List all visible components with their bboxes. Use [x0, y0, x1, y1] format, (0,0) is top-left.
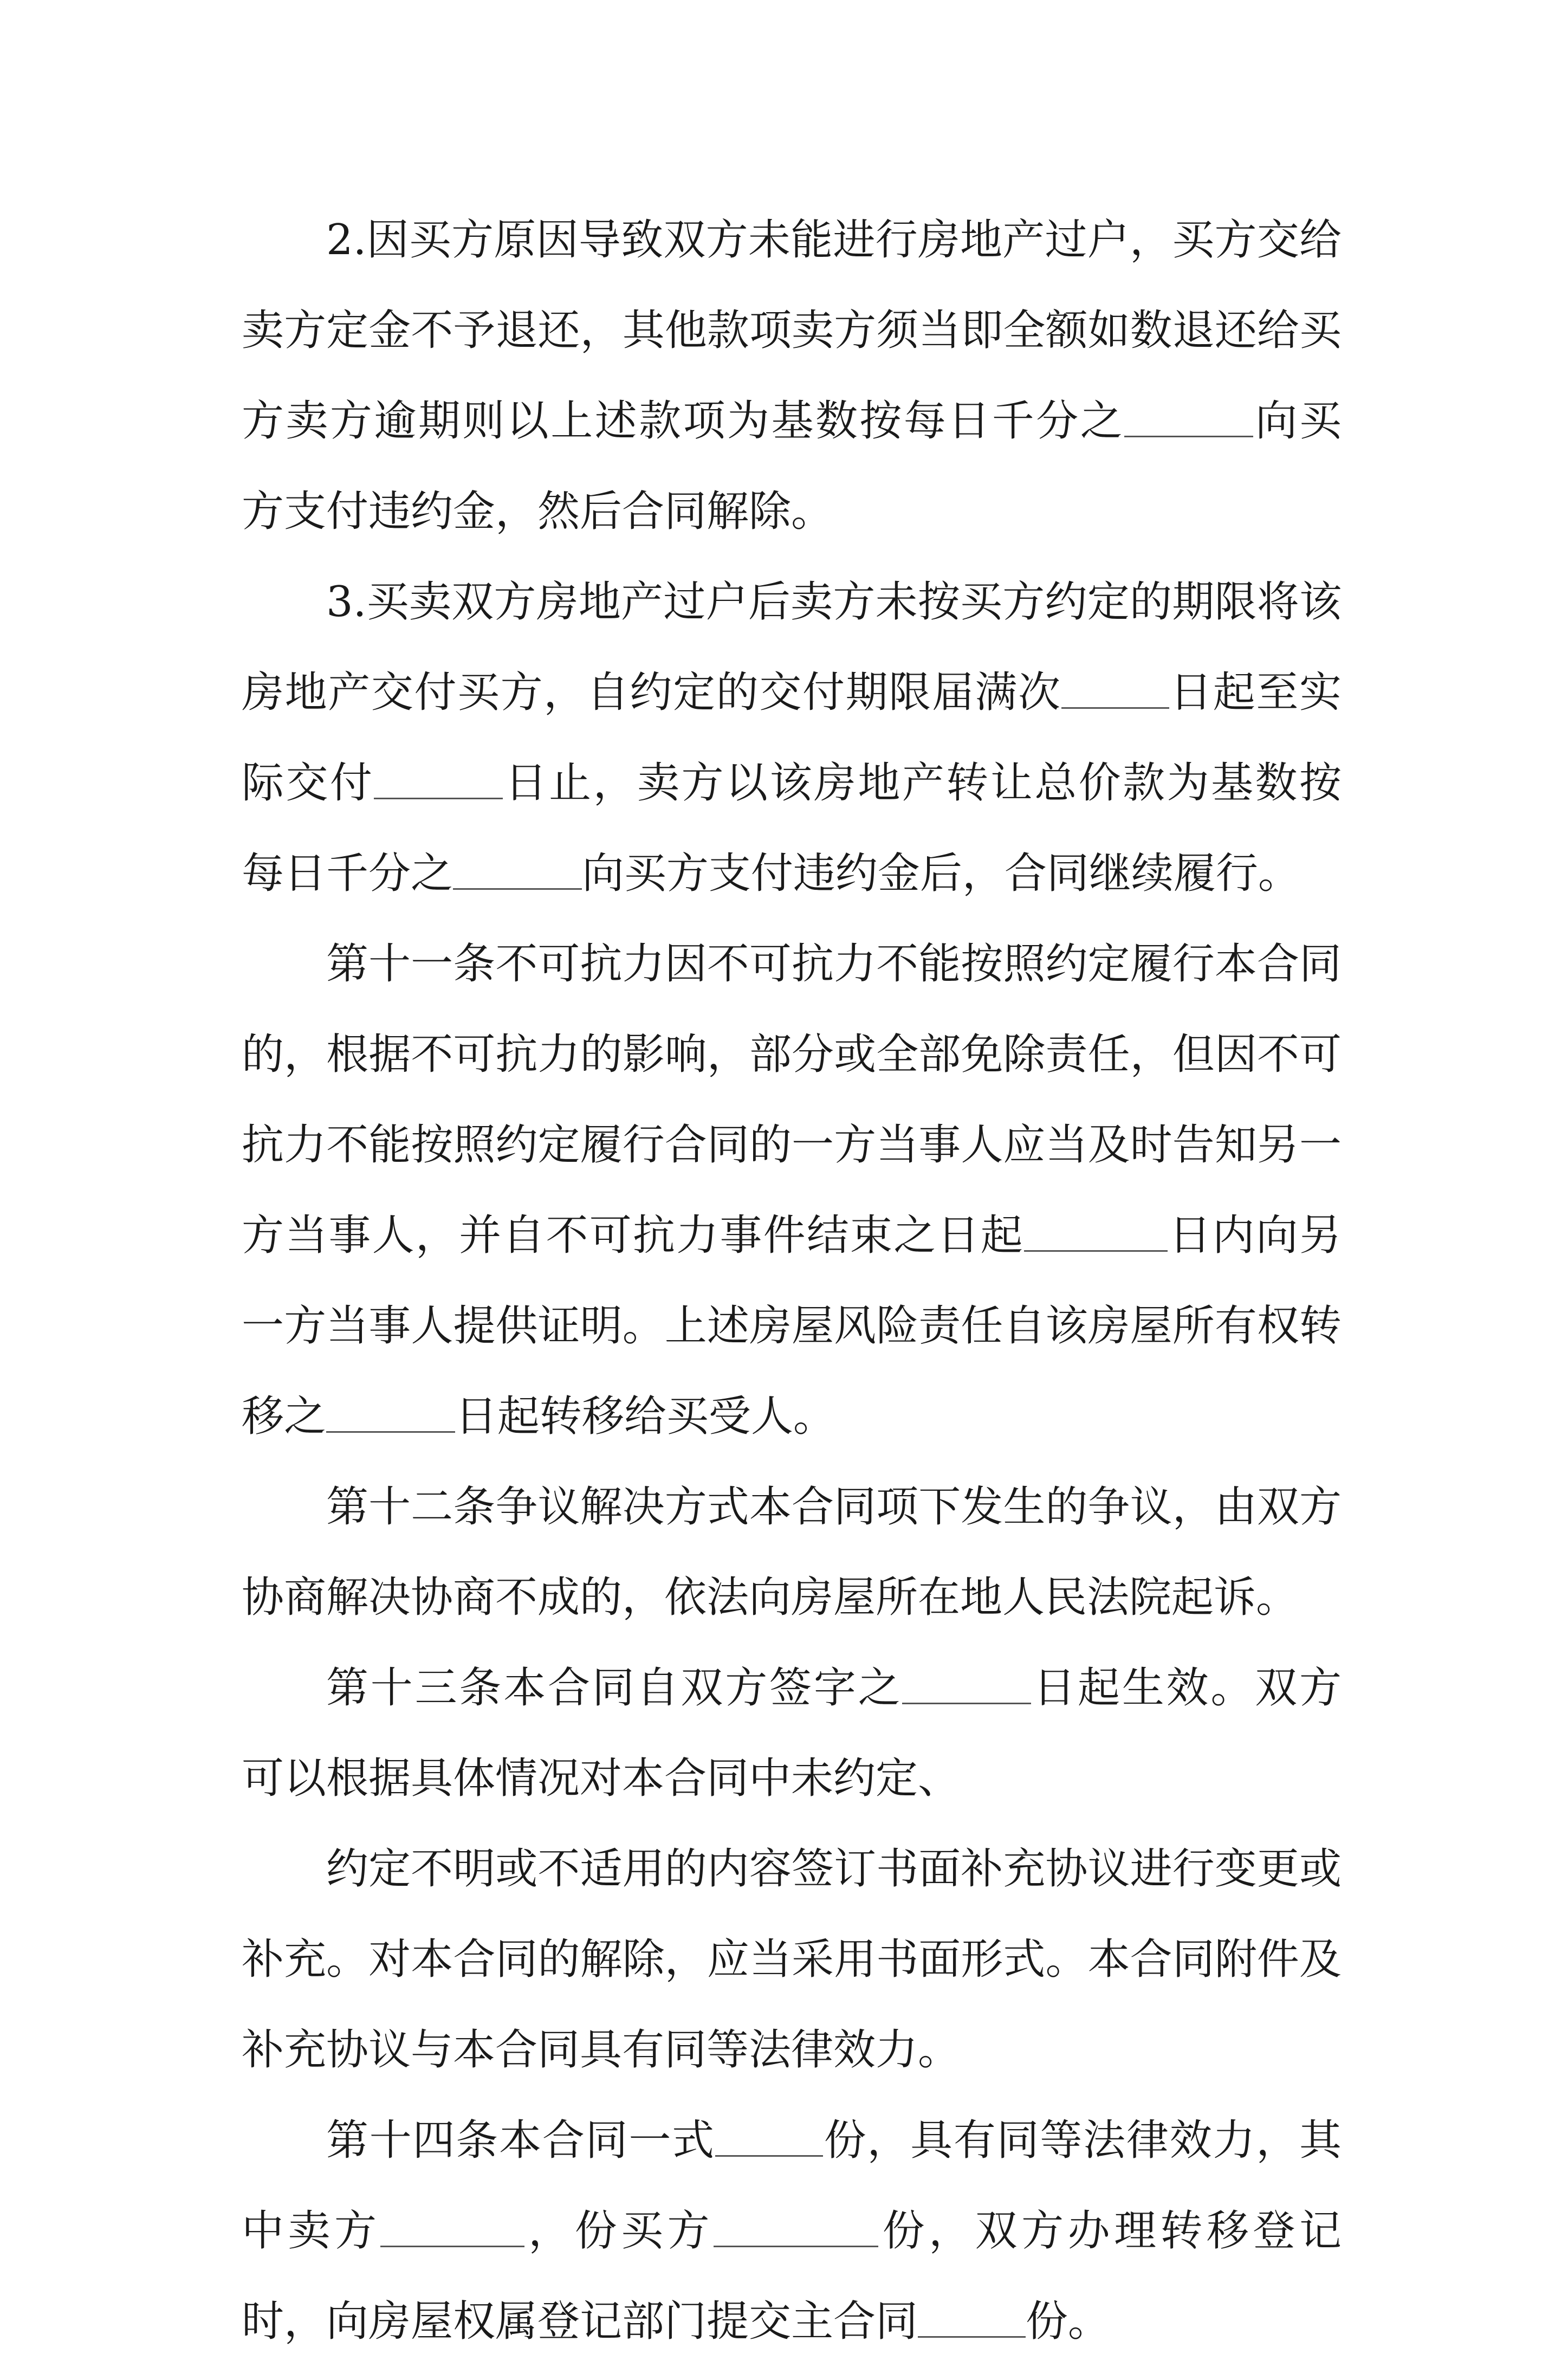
- paragraph-5: [242, 1643, 1342, 1824]
- paragraph-5-text-1: 第十三条本合同自双方签字之: [326, 1664, 903, 1712]
- paragraph-7-text-1: 第十四条本合同一式: [326, 2116, 715, 2165]
- paragraph-3-text-3: 日起转移给买受人。: [455, 1392, 835, 1441]
- document-page: [242, 195, 1342, 2367]
- fill-in-blank: [453, 850, 582, 890]
- fill-in-blank: [1124, 398, 1253, 437]
- fill-in-blank: [1061, 669, 1169, 709]
- paragraph-6: [242, 1824, 1342, 2096]
- fill-in-blank: [918, 2298, 1026, 2338]
- paragraph-2-text-4: 向买方支付违约金后，合同继续履行。: [581, 849, 1300, 898]
- paragraph-7-text-5: 份。: [1025, 2297, 1110, 2346]
- paragraph-7-text-4: 份，双方办理转移登记时，向房屋权属登记部门提交主合同: [242, 2207, 1342, 2346]
- paragraph-1-text-2: 向买方支付违约金，然后合同解除。: [242, 397, 1342, 536]
- fill-in-blank: [326, 1393, 455, 1433]
- paragraph-7-text-2: 份，具有同等法律效力，其中卖方: [242, 2116, 1342, 2255]
- paragraph-3: [242, 919, 1342, 1462]
- paragraph-2-text-3: 日止，卖方以该房地产转让总价款为基数按每日千分之: [242, 759, 1342, 898]
- fill-in-blank: [714, 2208, 878, 2247]
- paragraph-5-text-2: 日起生效。双方可以根据具体情况对本合同中未约定、: [242, 1664, 1342, 1803]
- paragraph-1-text-1: 2.因买方原因导致双方未能进行房地产过户，买方交给卖方定金不予退还，其他款项卖方须当即全额如数退还给买方卖方逾期则以上述款项为基数按每日千分之: [242, 216, 1342, 445]
- fill-in-blank: [902, 1665, 1031, 1704]
- fill-in-blank: [380, 2208, 524, 2247]
- paragraph-1: [242, 195, 1342, 557]
- paragraph-2: [242, 557, 1342, 919]
- fill-in-blank: [715, 2117, 823, 2157]
- paragraph-2-text-2: 日起至实际交付: [242, 668, 1342, 807]
- paragraph-7-text-3: ，份买方: [524, 2207, 714, 2255]
- paragraph-4-text-1: 第十二条争议解决方式本合同项下发生的争议，由双方协商解决协商不成的，依法向房屋所在地人民法院起诉。: [242, 1483, 1342, 1622]
- paragraph-6-text-1: 约定不明或不适用的内容签订书面补充协议进行变更或补充。对本合同的解除，应当采用书面形式。本合同附件及补充协议与本合同具有同等法律效力。: [242, 1845, 1342, 2074]
- paragraph-4: [242, 1462, 1342, 1643]
- fill-in-blank: [1024, 1212, 1168, 1252]
- paragraph-3-text-1: 第十一条不可抗力因不可抗力不能按照约定履行本合同的，根据不可抗力的影响，部分或全部免除责任，但因不可抗力不能按照约定履行合同的一方当事人应当及时告知另一方当事人，并自不可抗力事件结束之日起: [242, 940, 1342, 1260]
- paragraph-7: [242, 2096, 1342, 2367]
- paragraph-3-text-2: 日内向另一方当事人提供证明。上述房屋风险责任自该房屋所有权转移之: [242, 1211, 1342, 1441]
- paragraph-2-text-1: 3.买卖双方房地产过户后卖方未按买方约定的期限将该房地产交付买方，自约定的交付期限届满次: [242, 578, 1342, 717]
- fill-in-blank: [374, 760, 503, 799]
